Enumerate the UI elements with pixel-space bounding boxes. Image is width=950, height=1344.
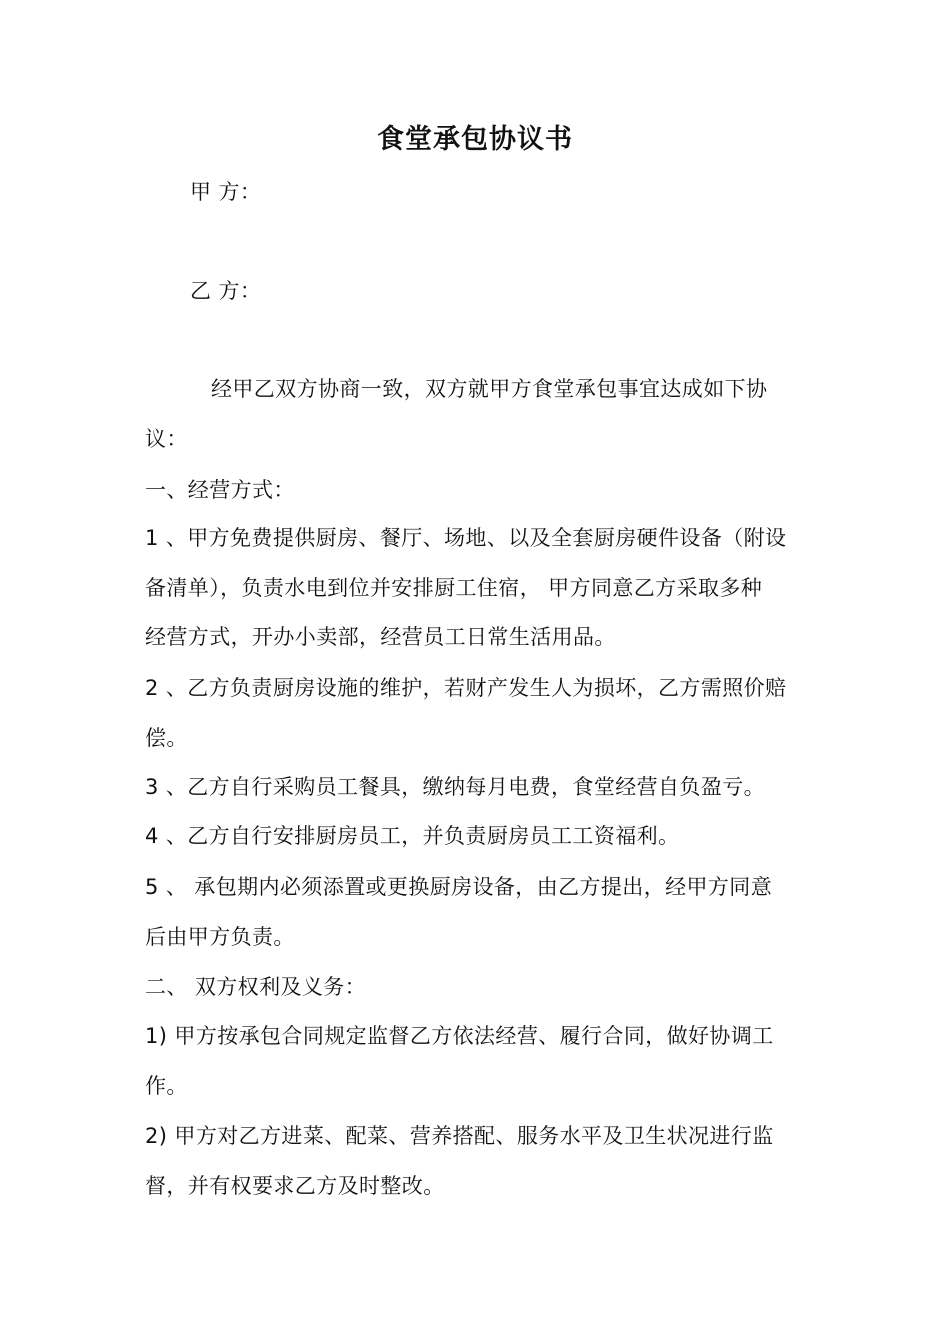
section2-heading: 二、 双方权利及义务：	[145, 975, 367, 999]
section1-item4: 4 、乙方自行安排厨房员工，并负责厨房员工工资福利。	[145, 824, 680, 848]
section1-item5-line1: 5 、 承包期内必须添置或更换厨房设备，由乙方提出，经甲方同意	[145, 875, 773, 899]
document-title: 食堂承包协议书	[377, 124, 573, 155]
section1-item1-line2: 备清单），负责水电到位并安排厨工住宿， 甲方同意乙方采取多种	[145, 576, 763, 600]
section1-item2-line1: 2 、乙方负责厨房设施的维护，若财产发生人为损坏，乙方需照价赔	[145, 676, 787, 700]
party-a-label: 甲 方：	[190, 180, 262, 204]
intro-line-2: 议：	[145, 427, 188, 451]
section1-heading: 一、经营方式：	[145, 478, 295, 502]
section2-item2-line2: 督，并有权要求乙方及时整改。	[145, 1174, 445, 1198]
section1-item2-line2: 偿。	[145, 726, 188, 750]
section1-item5-line2: 后由甲方负责。	[145, 925, 295, 949]
section2-item2-line1: 2) 甲方对乙方进菜、配菜、营养搭配、服务水平及卫生状况进行监	[145, 1124, 774, 1148]
section1-item3: 3 、乙方自行采购员工餐具，缴纳每月电费，食堂经营自负盈亏。	[145, 775, 766, 799]
section2-item1-line1: 1) 甲方按承包合同规定监督乙方依法经营、履行合同，做好协调工	[145, 1024, 774, 1048]
section1-item1-line3: 经营方式，开办小卖部，经营员工日常生活用品。	[145, 625, 616, 649]
section1-item1-line1: 1 、甲方免费提供厨房、餐厅、场地、以及全套厨房硬件设备（附设	[145, 526, 787, 550]
intro-line-1: 经甲乙双方协商一致，双方就甲方食堂承包事宜达成如下协	[211, 377, 768, 401]
party-b-label: 乙 方：	[190, 279, 262, 303]
section2-item1-line2: 作。	[145, 1074, 188, 1098]
